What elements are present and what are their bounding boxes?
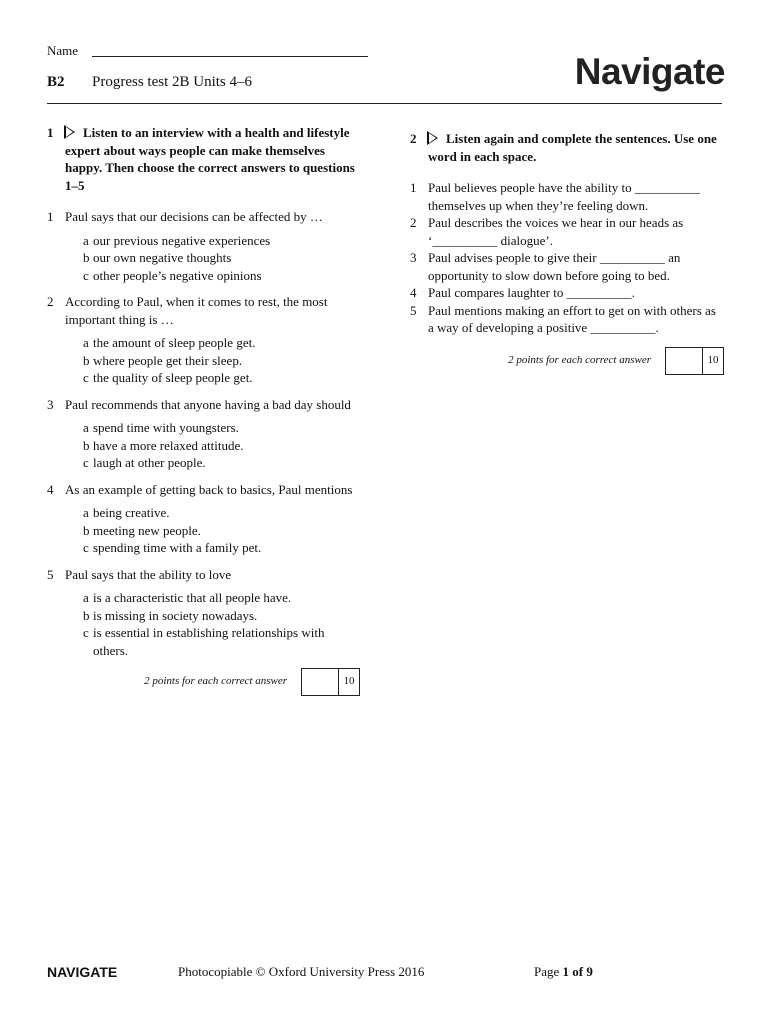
answer-option[interactable] [83,539,360,557]
play-icon [428,132,438,144]
question-number: 3 [47,396,54,412]
score-note: 2 points for each correct answer [508,353,651,366]
sentence-item [410,284,724,302]
option-letter: b [83,352,90,368]
score-box [301,668,360,696]
sentence-item [410,302,724,337]
exercise-1-instruction: Listen to an interview with a health and lifestyle expert about ways people can make themselves happy. Then choose the correct answers to questions 1–5 [65,125,355,193]
option-text: other people’s negative opinions [93,267,262,283]
answer-options [47,504,360,557]
sentence-text: Paul advises people to give their __________ an opportunity to slow down before going to bed. [428,250,681,283]
answer-option[interactable] [83,334,360,352]
option-text: being creative. [93,505,170,520]
exercise-1-heading [47,124,360,194]
score-entry-field[interactable] [302,669,339,695]
exercise-2-score [410,347,724,375]
option-letter: c [83,625,89,640]
question-number: 2 [47,294,54,309]
page-prefix: Page [534,964,560,979]
score-max: 10 [707,353,719,366]
question-number: 1 [47,209,54,224]
option-text: the amount of sleep people get. [93,335,256,350]
option-text: laugh at other people. [93,455,206,470]
option-letter: b [83,522,90,538]
answer-options [47,589,360,659]
exercise-2-instruction: Listen again and complete the sentences. Use one word in each space. [428,131,717,164]
question-text: Paul says that the ability to love [65,566,232,582]
question-item [47,566,360,584]
sentence-text: Paul mentions making an effort to get on with others as a way of developing a positive __________. [428,302,716,335]
test-title: Progress test 2B Units 4–6 [92,74,253,90]
question-text: According to Paul, when it comes to rest, the most important thing is … [65,294,328,327]
option-letter: a [83,590,89,605]
score-entry-field[interactable] [666,348,703,374]
sentence-text: Paul believes people have the ability to __________ themselves up when they’re feeling down. [428,180,700,213]
option-text: is missing in society nowadays. [93,607,258,623]
footer-copyright: Photocopiable © Oxford University Press 2016 [178,964,425,979]
option-text: our own negative thoughts [93,250,232,265]
exercise-number: 1 [47,125,54,140]
score-note: 2 points for each correct answer [144,675,287,688]
question-item [47,481,360,499]
exercise-1-score [47,668,360,696]
answer-options [47,334,360,387]
sentence-number: 3 [410,250,417,265]
name-label: Name [47,43,79,58]
option-letter: c [83,540,89,555]
option-letter: c [83,267,89,283]
answer-option[interactable] [83,624,360,659]
exercise-2-heading [410,130,724,165]
sentence-number: 1 [410,180,417,195]
question-number: 4 [47,481,54,497]
answer-options [47,232,360,285]
play-icon [65,126,75,138]
question-item [47,396,360,414]
exercise-2 [410,130,724,375]
option-text: our previous negative experiences [93,232,271,248]
option-letter: b [83,250,90,265]
sentence-item [410,179,724,214]
answer-option[interactable] [83,352,360,370]
sentence-text: Paul compares laughter to __________. [428,285,635,300]
question-text: As an example of getting back to basics, Paul mentions [65,481,353,497]
navigate-logo: Navigate [574,51,725,92]
answer-option[interactable] [83,369,360,387]
answer-option[interactable] [83,437,360,455]
exercise-2-sentences [410,179,724,337]
answer-option[interactable] [83,454,360,472]
sentence-item [410,249,724,284]
option-letter: a [83,505,89,520]
answer-options [47,419,360,472]
level-label: B2 [47,74,65,90]
question-item [47,208,360,226]
page-of: of [572,964,584,979]
sentence-number: 4 [410,285,417,300]
option-text: meeting new people. [93,522,201,538]
answer-option[interactable] [83,249,360,267]
name-input-line[interactable] [92,56,368,57]
footer-brand: NAVIGATE [47,964,118,980]
option-letter: c [83,455,89,470]
answer-option[interactable] [83,607,360,625]
answer-option[interactable] [83,267,360,285]
exercise-1-questions [47,208,360,659]
sentence-number: 2 [410,215,417,230]
question-number: 5 [47,566,54,582]
question-item [47,293,360,328]
option-letter: a [83,232,89,248]
score-max: 10 [343,675,355,688]
option-letter: c [83,370,89,385]
answer-option[interactable] [83,232,360,250]
header-divider [47,103,722,104]
page-current: 1 [562,964,570,979]
option-letter: a [83,420,89,435]
option-letter: b [83,437,90,453]
option-text: spending time with a family pet. [93,540,262,555]
question-text: Paul recommends that anyone having a bad day should [65,396,351,412]
option-text: where people get their sleep. [93,352,243,368]
exercise-1 [47,124,360,696]
option-text: have a more relaxed attitude. [93,437,244,453]
question-text: Paul says that our decisions can be affected by … [65,209,323,224]
page-total: 9 [586,964,593,979]
answer-option[interactable] [83,504,360,522]
option-letter: b [83,607,90,623]
option-text: spend time with youngsters. [93,420,239,435]
sentence-text: Paul describes the voices we hear in our heads as ‘__________ dialogue’. [428,215,684,248]
score-box [665,347,724,375]
answer-option[interactable] [83,589,360,607]
option-text: is a characteristic that all people have. [93,590,292,605]
option-text: the quality of sleep people get. [93,370,253,385]
sentence-number: 5 [410,302,417,318]
page-number [534,964,593,980]
sentence-item [410,214,724,249]
answer-option[interactable] [83,522,360,540]
option-letter: a [83,335,89,350]
answer-option[interactable] [83,419,360,437]
option-text: is essential in establishing relationships with others. [93,625,325,658]
exercise-number: 2 [410,131,417,146]
